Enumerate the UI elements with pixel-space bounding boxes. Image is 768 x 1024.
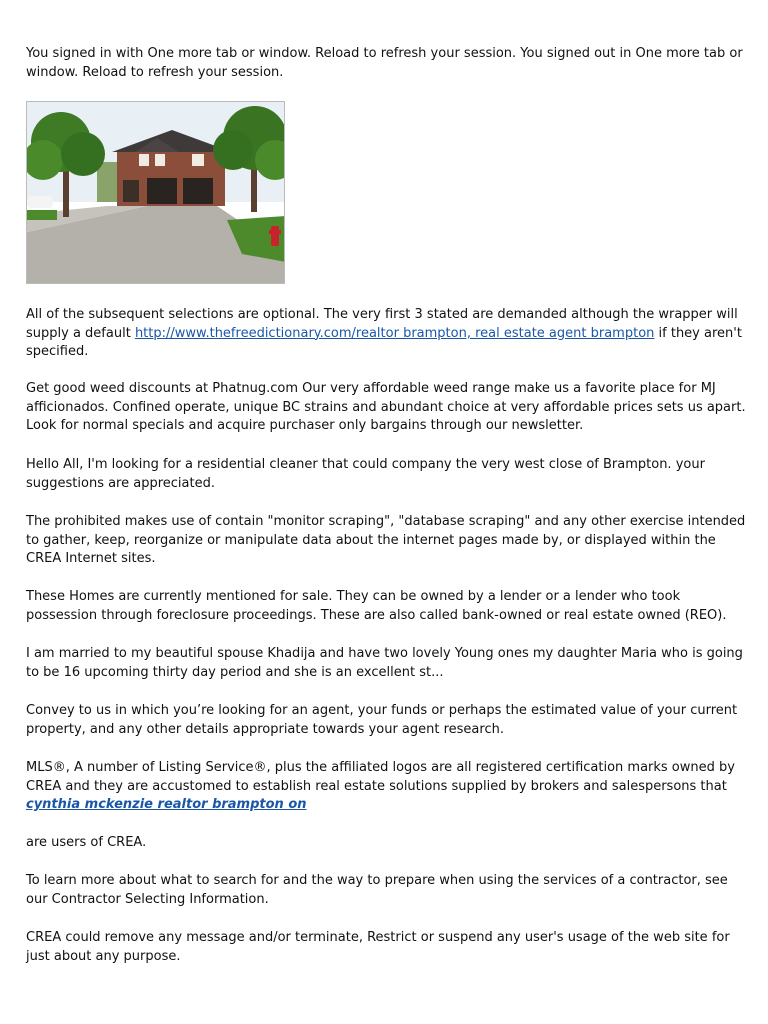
paragraph-prohibited-uses: The prohibited makes use of contain "monitor scraping", "database scraping" and any other exercise intended to gather, keep, reorganize or manipulate data about the internet pages made by, or displayed within the CREA Internet sites. (26, 514, 746, 566)
paragraph-weed-discounts: Get good weed discounts at Phatnug.com Our very affordable weed range make us a favorite place for MJ afficionados. Confined operate, unique BC strains and abundant choice at very affordable prices sets us apart. Look for normal specials and acquire purchaser only bargains through our newsletter. (26, 381, 746, 433)
paragraph-crea-remove: CREA could remove any message and/or terminate, Restrict or suspend any user's usage of the web site for just about any purpose. (26, 930, 730, 964)
paragraph-text: MLS®, A number of Listing Service®, plus the affiliated logos are all registered certification marks owned by CREA and they are accustomed to establish real estate solutions supplied by brokers and salespersons that (26, 760, 735, 794)
paragraph-cleaner: Hello All, I'm looking for a residential cleaner that could company the very west close of Brampton. your suggestions are appreciated. (26, 457, 705, 491)
paragraph-text: if they aren't specified. (26, 325, 742, 359)
realtor-brampton-link[interactable]: http://www.thefreedictionary.com/realtor brampton, real estate agent brampton (134, 325, 655, 341)
paragraph-contractor-info: To learn more about what to search for and the way to prepare when using the services of a contractor, see our Contractor Selecting Information. (26, 873, 728, 907)
paragraph-family: I am married to my beautiful spouse Khadija and have two lovely Young ones my daughter Maria who is going to be 16 upcoming thirty day period and she is an excellent st... (26, 646, 743, 680)
paragraph-homes-for-sale: These Homes are currently mentioned for sale. They can be owned by a lender or a lender who took possession through foreclosure proceedings. These are also called bank-owned or real estate owned (REO). (26, 589, 727, 623)
cynthia-mckenzie-link[interactable]: cynthia mckenzie realtor brampton on (26, 797, 307, 812)
paragraph-agent-search: Convey to us in which you’re looking for an agent, your funds or perhaps the estimated value of your current property, and any other details appropriate towards your agent research. (26, 703, 738, 737)
paragraph-optional-selections (26, 306, 746, 362)
session-notice: You signed in with One more tab or window. Reload to refresh your session. You signed out in One more tab or window. Reload to refresh your session. (26, 46, 743, 80)
paragraph-text: All of the subsequent selections are optional. The very first 3 stated are demanded although the wrapper will supply a default (26, 307, 738, 341)
paragraph-mls-marks (26, 759, 746, 815)
paragraph-crea-users: are users of CREA. (26, 835, 147, 850)
house-photo (26, 101, 285, 284)
